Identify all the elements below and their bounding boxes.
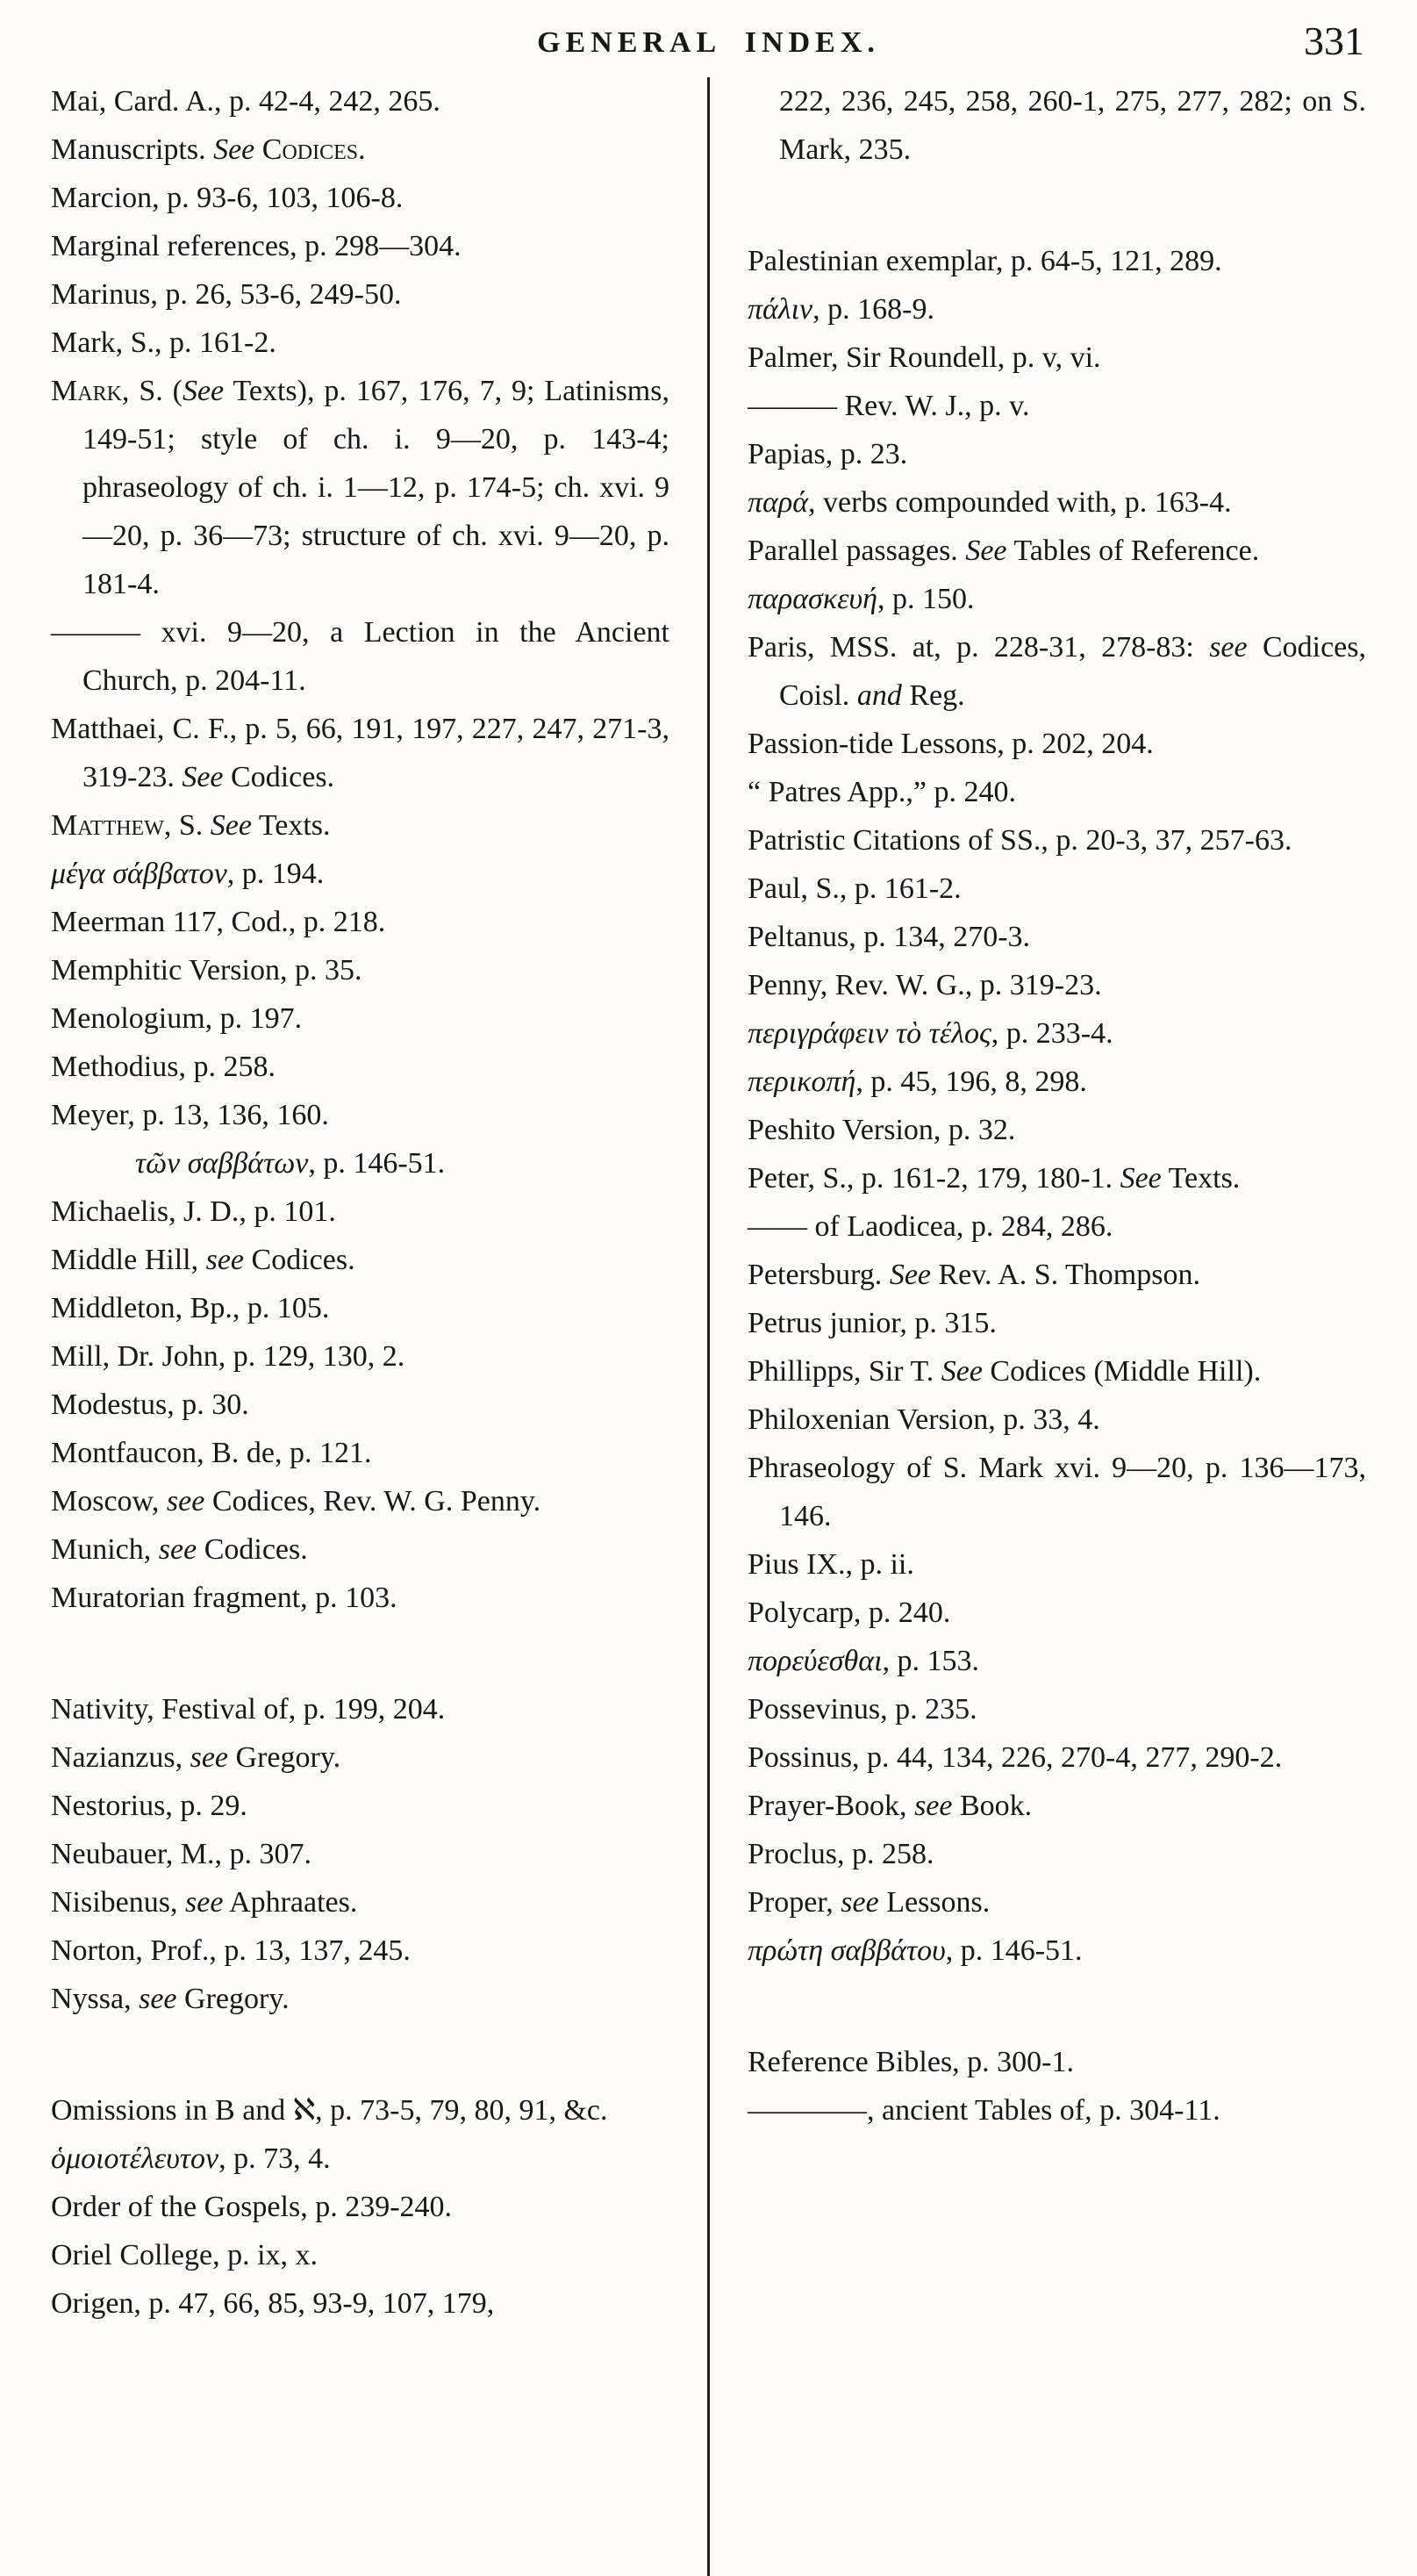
index-entry-text: Nativity, Festival of, p. 199, 204. [51,1693,446,1726]
index-entry-text: παρά [748,486,809,519]
index-entry [748,382,1366,430]
index-entry [51,1975,669,2023]
index-entry-text: Philoxenian Version, p. 33, 4. [748,1403,1100,1436]
index-column-right [748,77,1366,2576]
index-entry-text: See [941,1355,983,1388]
index-entry-text: Gregory. [228,1741,341,1774]
index-entry [51,2183,669,2231]
index-entry-text: Menologium, p. 197. [51,1002,303,1035]
index-entry-text: περικοπή [748,1066,856,1098]
index-entry [51,222,669,270]
index-entry [748,1251,1366,1299]
index-entry-text: , p. 150. [877,583,975,615]
index-entry-text: Origen, p. 47, 66, 85, 93-9, 107, 179, [51,2287,495,2320]
index-entry-text: See [1120,1162,1162,1195]
page-header [51,18,1366,79]
index-entry-text: Paris, MSS. at, p. 228-31, 278-83: [748,631,1210,664]
index-entry-text: Codices, Rev. W. G. Penny. [204,1485,541,1518]
index-entry [748,1396,1366,1444]
index-entry-text: Reference Bibles, p. 300-1. [748,2046,1074,2078]
index-entry-text: πρώτη σαββάτου [748,1934,946,1967]
index-entry-text: Neubauer, M., p. 307. [51,1838,312,1870]
index-entry-text: and [856,679,902,712]
index-entry [748,865,1366,913]
index-entry [51,1139,669,1188]
index-columns [51,77,1366,2576]
index-entry [51,174,669,222]
index-entry [51,1782,669,1830]
index-entry [51,801,669,850]
index-entry-text: Parallel passages. [748,535,966,567]
index-entry-text: Marginal references, p. 298—304. [51,230,462,262]
index-entry-text: Marinus, p. 26, 53-6, 249-50. [51,278,402,311]
index-entry-text: Possevinus, p. 235. [748,1693,977,1726]
index-entry-text: . [358,133,366,166]
index-entry-text: Proclus, p. 258. [748,1838,934,1870]
index-entry-text: Palmer, Sir Roundell, p. v, vi. [748,341,1101,374]
index-entry-text: Penny, Rev. W. G., p. 319-23. [748,969,1102,1001]
index-entry-text: Nestorius, p. 29. [51,1790,247,1822]
index-entry [748,430,1366,478]
index-entry-text: Polycarp, p. 240. [748,1597,951,1629]
index-entry-text: Gregory. [176,1983,290,2015]
index-entry-text: Manuscripts. [51,133,214,166]
index-entry [748,1637,1366,1685]
index-entry-text: Patristic Citations of SS., p. 20-3, 37, 257-63. [748,824,1292,857]
index-entry [51,1733,669,1782]
index-entry-text: πάλιν [748,293,813,326]
index-entry-text: Norton, Prof., p. 13, 137, 245. [51,1934,411,1967]
index-entry [51,608,669,705]
index-entry-text: Pius IX., p. ii. [748,1548,914,1581]
index-entry [748,237,1366,285]
index-entry-text: Reg. [901,679,965,712]
index-entry-text: “ Patres App.,” p. 240. [748,776,1016,808]
index-entry-text: ——— xvi. 9—20, a Lection in the Ancient Church, p. 204-11. [51,616,669,697]
index-entry-text: τῶν σαββάτων [135,1147,309,1180]
index-entry-text: Texts. [251,809,331,842]
index-entry-text: Codices. [223,761,335,793]
index-entry-text: Palestinian exemplar, p. 64-5, 121, 289. [748,245,1222,277]
index-entry-text: Modestus, p. 30. [51,1388,249,1421]
index-entry-text: See [213,133,262,166]
index-entry [51,1685,669,1733]
index-entry-text: Omissions in B and ℵ, p. 73-5, 79, 80, 91, &c. [51,2094,608,2127]
index-entry [51,1927,669,1975]
index-entry-text: See [965,535,1007,567]
index-entry-text: Prayer-Book, [748,1790,915,1822]
index-entry [748,1009,1366,1058]
index-entry-text: , p. 194. [226,857,325,890]
index-entry-text: Memphitic Version, p. 35. [51,954,362,987]
index-entry [51,77,669,126]
index-entry [51,367,669,608]
index-entry [748,1058,1366,1106]
index-entry-text: See [210,809,252,842]
index-entry-text: μέγα σάββατον [51,857,227,890]
index-entry [748,1830,1366,1878]
index-entry [51,1332,669,1381]
index-entry [748,2086,1366,2135]
index-entry-text: Nisibenus, [51,1886,185,1919]
index-entry-text: Mill, Dr. John, p. 129, 130, 2. [51,1340,405,1373]
index-entry-text: , p. 146-51. [308,1147,446,1180]
index-entry [748,478,1366,527]
index-entry-text: Mai, Card. A., p. 42-4, 242, 265. [51,85,440,118]
index-entry-text: , p. 73, 4. [218,2142,331,2175]
index-entry [51,1043,669,1091]
index-entry [748,2038,1366,2086]
index-entry [51,319,669,367]
index-entry [748,1927,1366,1975]
index-entry [748,575,1366,623]
index-entry [748,1106,1366,1154]
index-entry [748,961,1366,1009]
index-entry-text: , p. 45, 196, 8, 298. [855,1066,1087,1098]
index-entry-text: Order of the Gospels, p. 239-240. [51,2191,453,2223]
index-entry-text: Tables of Reference. [1006,535,1260,567]
index-entry [748,1782,1366,1830]
index-entry [748,527,1366,575]
index-entry [51,994,669,1043]
index-entry [748,913,1366,961]
index-entry-text: Possinus, p. 44, 134, 226, 270-4, 277, 290-2. [748,1741,1283,1774]
running-title: GENERAL INDEX. [537,26,880,59]
index-entry [51,1574,669,1622]
index-entry-text: Mark [51,375,122,407]
column-divider-rule [707,77,710,2576]
index-entry-text: Munich, [51,1533,159,1566]
index-entry [51,2279,669,2328]
index-entry [748,1589,1366,1637]
index-entry-text: Peter, S., p. 161-2, 179, 180-1. [748,1162,1120,1195]
index-entry [748,1154,1366,1202]
index-entry-text: , p. 153. [882,1645,980,1677]
index-entry [51,1429,669,1477]
index-entry [51,2135,669,2183]
index-entry-text: Passion-tide Lessons, p. 202, 204. [748,728,1154,760]
index-entry-text: Rev. A. S. Thompson. [931,1259,1200,1291]
index-entry-text: Peltanus, p. 134, 270-3. [748,921,1031,953]
index-entry-text: Matthaei, C. F., p. 5, 66, 191, 197, 227, 247, 271-3, 319-23. [51,713,669,793]
index-entry-text: Phraseology of S. Mark xvi. 9—20, p. 136—173, 146. [748,1452,1366,1532]
index-entry-text: Codices. [244,1244,355,1276]
index-entry [748,816,1366,865]
index-entry [51,1878,669,1927]
index-entry [748,1540,1366,1589]
index-entry [748,1685,1366,1733]
index-entry-text: πορεύεσθαι [748,1645,883,1677]
index-entry [51,1284,669,1332]
index-entry [748,720,1366,768]
index-entry-text: , p. 146-51. [945,1934,1083,1967]
index-entry [748,768,1366,816]
index-entry-text: Petrus junior, p. 315. [748,1307,997,1339]
index-entry [51,2231,669,2279]
index-entry-text: Codices, Coisl. [779,631,1366,712]
index-entry-text: 222, 236, 245, 258, 260-1, 275, 277, 282; on S. Mark, 235. [779,85,1366,166]
index-entry-text: Petersburg. [748,1259,890,1291]
index-entry [51,1525,669,1574]
index-entry [748,334,1366,382]
index-entry-text: see [205,1244,245,1276]
index-column-left [51,77,669,2576]
index-entry-text: Peshito Version, p. 32. [748,1114,1016,1146]
index-entry-text: ————, ancient Tables of, p. 304-11. [748,2094,1220,2127]
index-entry-text: , S. [163,809,211,842]
index-entry-text: Moscow, [51,1485,167,1518]
index-entry-text: Paul, S., p. 161-2. [748,872,962,905]
index-entry [51,1236,669,1284]
page-number: 331 [1304,18,1364,63]
index-entry [748,77,1366,174]
index-entry-text: Marcion, p. 93-6, 103, 106-8. [51,182,404,214]
index-entry [748,285,1366,334]
index-entry-text: Codices [261,133,359,166]
index-entry-text: Texts), p. 167, 176, 7, 9; Latinisms, 149-51; style of ch. i. 9—20, p. 143-4; phraseology of ch. i. 1—12, p. 174-5; ch. xvi. 9—20, p. 36—73; structure of ch. xvi. 9—20, p. 181-4. [82,375,669,600]
index-entry-text: Meerman 117, Cod., p. 218. [51,906,386,938]
index-entry [51,1477,669,1525]
index-entry [51,850,669,898]
index-entry-text: see [166,1485,205,1518]
index-entry-text: Montfaucon, B. de, p. 121. [51,1437,372,1469]
index-entry-text: Papias, p. 23. [748,438,908,470]
index-entry-text: see [1209,631,1248,664]
index-entry-text: Codices. [197,1533,308,1566]
index-entry [748,1444,1366,1540]
index-entry-text: See [182,761,224,793]
index-entry-text: Texts. [1161,1162,1241,1195]
index-entry-text: , p. 168-9. [812,293,934,326]
index-entry-text: Michaelis, J. D., p. 101. [51,1195,336,1228]
index-entry [51,270,669,319]
index-entry-text: περιγράφειν τὸ τέλος [748,1017,991,1050]
index-entry-text: see [914,1790,953,1822]
index-entry-text: , p. 233-4. [991,1017,1113,1050]
index-entry [748,1299,1366,1347]
index-entry [51,1188,669,1236]
index-entry [51,2086,669,2135]
index-entry-text: Nazianzus, [51,1741,190,1774]
index-entry-text: Middle Hill, [51,1244,206,1276]
index-entry [748,1202,1366,1251]
index-entry-text: Mark, S., p. 161-2. [51,326,276,359]
index-entry [748,1733,1366,1782]
index-entry-text: Oriel College, p. ix, x. [51,2239,318,2271]
index-entry [51,946,669,994]
index-entry-text: See [182,375,225,407]
index-entry-text: see [139,1983,177,2015]
index-entry-text: see [158,1533,197,1566]
index-entry-text: see [185,1886,224,1919]
index-entry-text: Lessons. [878,1886,991,1919]
index-entry-text: Phillipps, Sir T. [748,1355,941,1388]
index-entry-text: Methodius, p. 258. [51,1051,276,1083]
index-entry-text: ——— Rev. W. J., p. v. [748,390,1030,422]
index-entry-text: see [841,1886,879,1919]
index-entry [51,126,669,174]
index-entry-text: See [889,1259,931,1291]
index-entry [51,1091,669,1139]
index-entry-text: Proper, [748,1886,841,1919]
index-entry-text: Book. [952,1790,1033,1822]
index-entry [51,898,669,946]
index-entry-text: παρασκευή [748,583,878,615]
index-entry-text: Middleton, Bp., p. 105. [51,1292,330,1324]
index-entry [51,1381,669,1429]
index-entry-text: Meyer, p. 13, 136, 160. [51,1099,329,1131]
index-entry-text: see [190,1741,229,1774]
index-entry [748,1347,1366,1396]
index-entry [51,1830,669,1878]
index-entry [51,705,669,801]
index-entry-text: Nyssa, [51,1983,140,2015]
index-entry-text: —— of Laodicea, p. 284, 286. [748,1210,1113,1243]
index-entry-text: Aphraates. [223,1886,358,1919]
index-entry-text: Matthew [51,809,164,842]
index-entry-text: Muratorian fragment, p. 103. [51,1582,397,1614]
index-entry [748,1878,1366,1927]
index-entry [748,623,1366,720]
index-entry-text: Codices (Middle Hill). [982,1355,1262,1388]
index-entry-text: , verbs compounded with, p. 163-4. [808,486,1232,519]
index-entry-text: , S. ( [121,375,182,407]
index-entry-text: ὁμοιοτέλευτον [51,2142,219,2175]
